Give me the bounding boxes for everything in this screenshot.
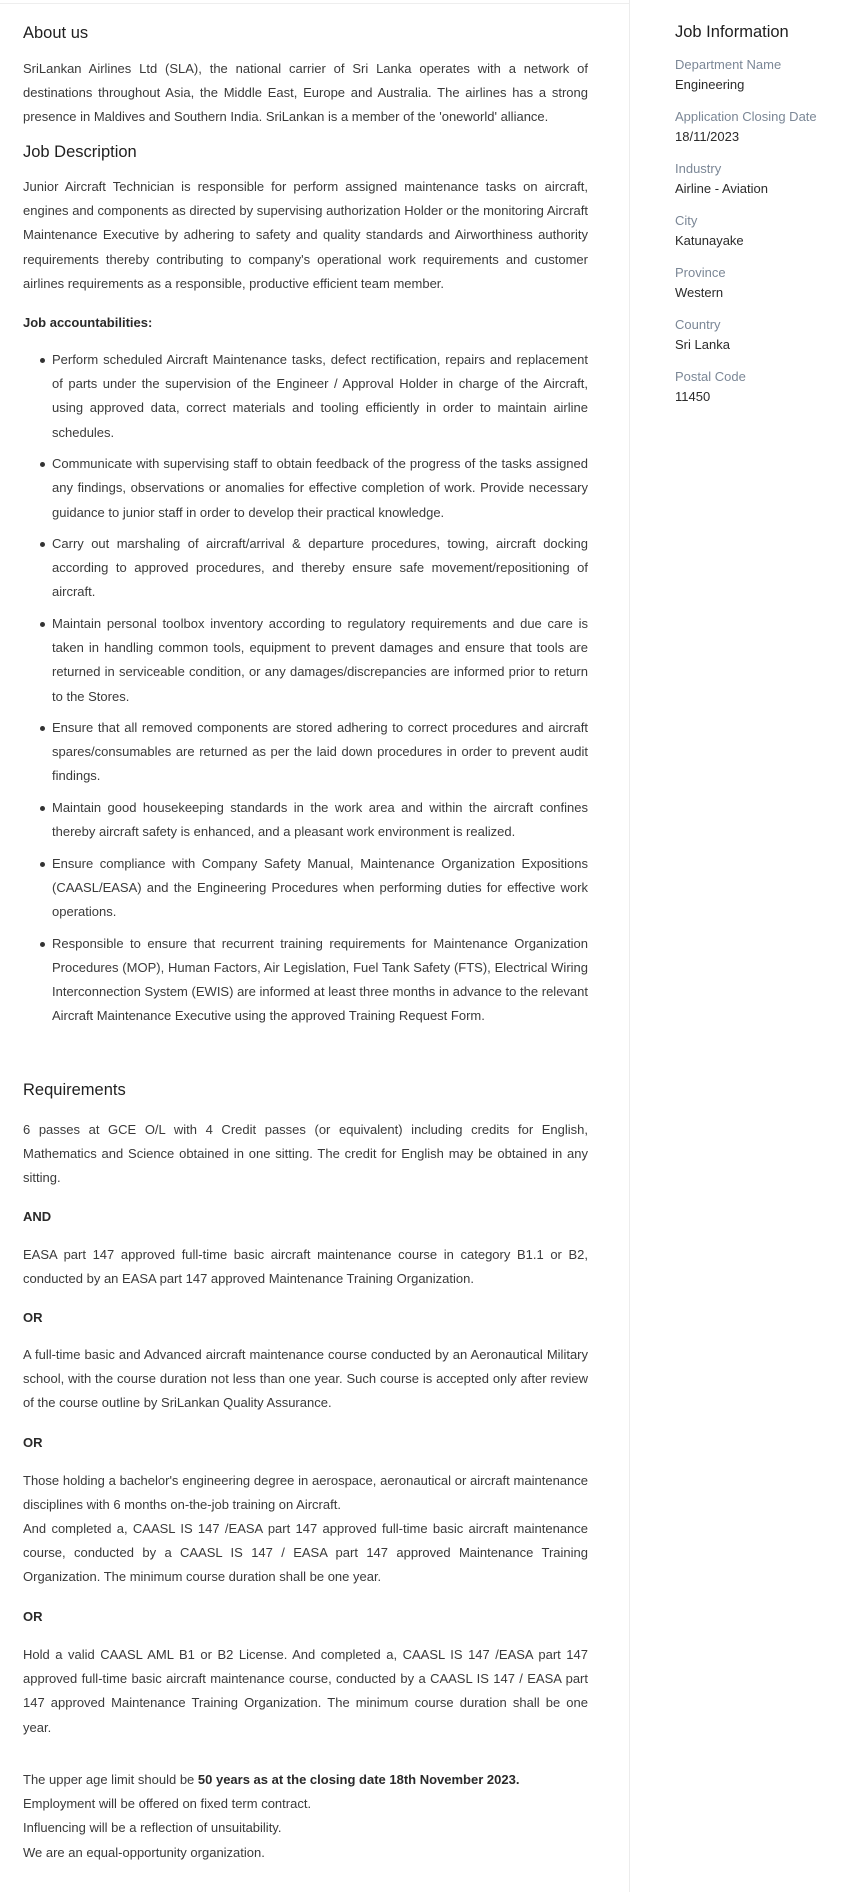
age-limit-prefix: The upper age limit should be xyxy=(23,1772,198,1787)
age-limit-emphasis: 50 years as at the closing date 18th November 2023. xyxy=(197,1772,520,1787)
info-department xyxy=(675,56,781,95)
equal-opportunity-line: We are an equal-opportunity organization. xyxy=(23,1844,265,1860)
and-label: AND xyxy=(23,1209,52,1224)
requirements-p3: A full-time basic and Advanced aircraft maintenance course conducted by an Aeronautical Military school, with the course duration not less than one year. Such course is accepted only after review of the course outline by SriLankan Quality Assurance. xyxy=(23,1347,588,1411)
requirements-p4b: And completed a, CAASL IS 147 /EASA part 147 approved full-time basic aircraft maintenance course, conducted by a CAASL IS 147 / EASA part 147 approved Maintenance Training Organization. The minimum course duration shall be one year. xyxy=(23,1521,588,1585)
info-label: City xyxy=(675,213,698,228)
job-description-heading: Job Description xyxy=(23,143,137,161)
info-label: Application Closing Date xyxy=(675,109,817,124)
info-value: Western xyxy=(675,285,724,300)
info-postal-code xyxy=(675,368,746,407)
list-item: Communicate with supervising staff to obtain feedback of the progress of the tasks assigned any findings, observations or anomalies for effective completion of work. Provide necessary guidance to junior staff in order to develop their practical knowledge. xyxy=(52,452,588,525)
info-city xyxy=(675,212,744,251)
info-country xyxy=(675,316,730,355)
job-description-text: Junior Aircraft Technician is responsible for perform assigned maintenance tasks on aircraft, engines and components as directed by supervising authorization Holder or the monitoring Aircraft Maintenance Executive by adhering to safety and quality standards and Airworthiness authority requirements thereby contributing to company's operational work requirements and customer airlines requirements as a responsible, productive efficient team member. xyxy=(23,179,588,291)
accountabilities-label: Job accountabilities: xyxy=(23,315,153,330)
info-value: 18/11/2023 xyxy=(675,129,740,144)
about-heading: About us xyxy=(23,24,89,42)
or-label: OR xyxy=(23,1435,43,1450)
closing-notes xyxy=(23,1768,603,1865)
info-closing-date xyxy=(675,108,817,147)
requirements-p1: 6 passes at GCE O/L with 4 Credit passes (or equivalent) including credits for English, Mathematics and Science obtained in one sitting. The credit for English may be obtained in any sitting. xyxy=(23,1122,588,1186)
requirements-p2: EASA part 147 approved full-time basic aircraft maintenance course in category B1.1 or B2, conducted by an EASA part 147 approved Maintenance Training Organization. xyxy=(23,1247,588,1287)
or-label: OR xyxy=(23,1310,43,1325)
list-item: Ensure compliance with Company Safety Manual, Maintenance Organization Expositions (CAASL/EASA) and the Engineering Procedures when performing duties for effective work operations. xyxy=(52,852,588,925)
list-item: Responsible to ensure that recurrent training requirements for Maintenance Organization Procedures (MOP), Human Factors, Air Legislation, Fuel Tank Safety (FTS), Electrical Wiring Interconnection System (EWIS) are informed at least three months in advance to the relevant Aircraft Maintenance Executive using the approved Training Request Form. xyxy=(52,932,588,1029)
list-item: Ensure that all removed components are stored adhering to correct procedures and aircraft spares/consumables are returned as per the laid down procedures in order to prevent audit findings. xyxy=(52,716,588,789)
list-item: Maintain personal toolbox inventory according to regulatory requirements and due care is taken in handling common tools, equipment to prevent damages and ensure that tools are returned in serviceable condition, or any damages/discrepancies are informed prior to return to the Stores. xyxy=(52,612,588,709)
info-label: Country xyxy=(675,317,721,332)
contract-line: Employment will be offered on fixed term contract. xyxy=(23,1796,312,1812)
list-item: Maintain good housekeeping standards in the work area and within the aircraft confines thereby aircraft safety is enhanced, and a pleasant work environment is realized. xyxy=(52,796,588,844)
age-limit-line xyxy=(23,1768,603,1792)
requirements-p5: Hold a valid CAASL AML B1 or B2 License. And completed a, CAASL IS 147 /EASA part 147 approved full-time basic aircraft maintenance course, conducted by a CAASL IS 147 / EASA part 147 approved Maintenance Training Organization. The minimum course duration shall be one year. xyxy=(23,1647,588,1735)
requirements-heading: Requirements xyxy=(23,1081,126,1099)
list-item: Perform scheduled Aircraft Maintenance tasks, defect rectification, repairs and replacement of parts under the supervision of the Engineer / Approval Holder in charge of the Aircraft, using approved data, correct materials and tooling efficiently in order to maintain airline schedules. xyxy=(52,348,588,445)
or-label: OR xyxy=(23,1609,43,1624)
info-industry xyxy=(675,160,768,199)
requirements-p4a: Those holding a bachelor's engineering degree in aerospace, aeronautical or aircraft maintenance disciplines with 6 months on-the-job training on Aircraft. xyxy=(23,1473,588,1513)
job-information-heading: Job Information xyxy=(675,23,789,41)
info-value: 11450 xyxy=(675,389,711,404)
info-value: Airline - Aviation xyxy=(675,181,768,196)
info-province xyxy=(675,264,726,303)
info-value: Engineering xyxy=(675,77,745,92)
list-item: Carry out marshaling of aircraft/arrival & departure procedures, towing, aircraft docking according to approved procedures, and thereby ensure safe movement/repositioning of aircraft. xyxy=(52,532,588,605)
accountabilities-list xyxy=(52,348,588,1036)
info-label: Province xyxy=(675,265,726,280)
info-label: Department Name xyxy=(675,57,782,72)
info-label: Industry xyxy=(675,161,722,176)
influencing-line: Influencing will be a reflection of unsuitability. xyxy=(23,1820,282,1836)
info-label: Postal Code xyxy=(675,369,746,384)
info-value: Sri Lanka xyxy=(675,337,730,352)
info-value: Katunayake xyxy=(675,233,744,248)
job-information-panel xyxy=(630,0,845,1892)
about-text: SriLankan Airlines Ltd (SLA), the national carrier of Sri Lanka operates with a network of destinations throughout Asia, the Middle East, Europe and Australia. The airlines has a strong presence in Maldives and Southern India. SriLankan is a member of the 'oneworld' alliance. xyxy=(23,61,588,125)
